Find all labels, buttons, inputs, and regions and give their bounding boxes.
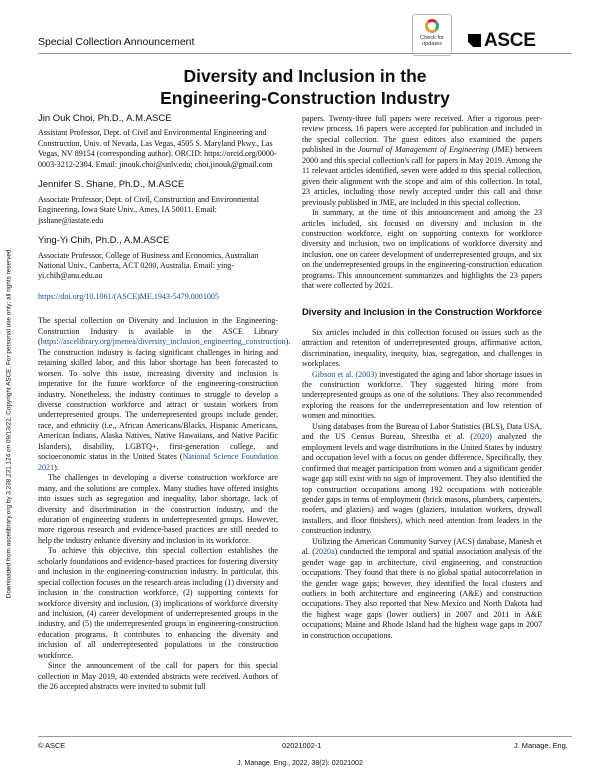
author-affiliation: Assistant Professor, Dept. of Civil and Environmental Engineering and Construction, Univ. of Nevada, Las Vegas, 4505 S. Maryland Pkwy., Las Vegas, NV 89154 (corresponding author). ORCID: https://orcid.org/0000-0003-3212-2304. Email: jinouk.choi@unlv.edu; choi.jinouk@gmail.com xyxy=(38,128,277,169)
footer-journal: J. Manage. Eng. xyxy=(514,741,568,750)
badge-text: Check for updates xyxy=(420,35,444,47)
section-label: Special Collection Announcement xyxy=(38,36,195,48)
body-paragraph: Using databases from the Bureau of Labor Statistics (BLS), Data USA, and the US Census Bureau, Shrestha et al. (2020) analyzed the employment levels and wage distributions in the United States by industry and occupation level with a focus on gender difference. Specifically, they confirmed that meager participation from women and a significant gender wage gap still exist with no sign of improvement. They also identified the top construction occupations among 192 occupations with noticeable gender gaps in terms of employment (brick masons, plumbers, carpenters, roofers, and glaziers) and wages (glaziers, insulation workers, drywall installers, and floor finishers), which need attention from leaders in the construction industry. xyxy=(302,421,542,536)
asce-logo-icon xyxy=(468,34,481,47)
citation-link[interactable]: 2020 xyxy=(473,432,490,442)
author-affiliation: Associate Professor, College of Business and Economics, Australian National Univ., Canberra, ACT 0200, Australia. Email: ying-yi.chih@anu.edu.au xyxy=(38,250,259,281)
footer-citation: J. Manage. Eng., 2022, 38(2): 02021002 xyxy=(237,760,363,767)
paper-title: Diversity and Inclusion in the Engineering-Construction Industry xyxy=(160,66,450,108)
body-paragraph: Since the announcement of the call for papers for this special collection in May 2019, 40 extended abstracts were received. Authors of the 26 accepted abstracts were invited to submit full xyxy=(38,661,278,692)
right-column xyxy=(302,114,542,641)
download-note: Downloaded from ascelibrary.org by 3.238.231.124 on 09/13/22. Copyright ASCE. For personal use only; all rights reserved. xyxy=(5,247,13,599)
footer-divider xyxy=(38,736,572,737)
citation-link[interactable]: 2020a xyxy=(314,547,335,557)
citation-link[interactable]: National Science Foundation 2021 xyxy=(38,452,278,472)
journal-name: Journal of Management of Engineering xyxy=(358,145,489,155)
collection-link[interactable]: https://ascelibrary.org/jmenea/diversity_inclusion_engineering_construction xyxy=(40,337,286,347)
body-paragraph: Six articles included in this collection focused on issues such as the attraction and retention of underrepresented groups, affirmative action, discrimination, inequality, inequity, bias, segregation, and challenges in workplaces. xyxy=(302,327,542,369)
body-paragraph: In summary, at the time of this announcement and among the 23 articles included, six focused on diversity and inclusion in the construction workforce, eight on supporting contexts for workforce diversity and inclusion, two on implications of workforce diversity and inclusion, one on career development of underrepresented groups, and six on the underrepresented groups in the engineering-construction education programs. This announcement summarizes and highlights the 23 papers that were collected by 2021. xyxy=(302,208,542,291)
footer-page-id: 02021002-1 xyxy=(282,741,322,750)
author-name: Jennifer S. Shane, Ph.D., M.ASCE xyxy=(38,179,185,191)
body-paragraph: The special collection on Diversity and Inclusion in the Engineering-Construction Industry is available in the ASCE Library (https://ascelibrary.org/jmenea/diversity_inclusion_engineering_construction). The construction industry is facing significant challenges in hiring and retaining skilled labor, and this labor shortage has been forecasted to worsen. To solve this issue, increasing diversity and inclusion is imperative for the future workforce of the engineering-construction industry. Nonetheless, the industry continues to struggle to develop a diverse construction workforce and attract or sustain workers from underrepresented groups. The underrepresented groups include gender, race, and ethnicity (i.e., African Americans/Blacks, Hispanic Americans, American Indians, Alaska Natives, Native Hawaiians, and Native Pacific Islanders), disability, LGBTQ+, first-generation college, and socioeconomic status in the United States (National Science Foundation 2021). xyxy=(38,316,291,472)
author-name: Ying-Yi Chih, Ph.D., A.M.ASCE xyxy=(38,235,170,247)
section-heading: Diversity and Inclusion in the Construction Workforce xyxy=(302,305,542,317)
footer-copyright: © ASCE xyxy=(38,741,66,750)
doi-link[interactable]: https://doi.org/10.1061/(ASCE)ME.1943-5479.0001005 xyxy=(38,291,219,301)
header-divider xyxy=(38,53,572,54)
body-paragraph: To achieve this objective, this special collection establishes the scholarly foundations and evidence-based practices for fostering diversity and inclusion in the engineering-construction industry. In particular, this special collection focuses on the research areas including (1) diversity and inclusion in the construction workforce, (2) supporting contexts for workforce diversity and inclusion, (3) implications of workforce diversity and inclusion, (4) career development of underrepresented groups in the industry, and (5) the underrepresented groups in engineering-construction education programs. It contributes to enhancing the diversity and inclusion of all underrepresented populations in the construction workforce. xyxy=(38,546,278,660)
body-paragraph: papers. Twenty-three full papers were received. After a rigorous peer-review process, 16 papers were accepted for publication and included in the special collection. The guest editors also examined the papers published in the Journal of Management of Engineering (JME) between 2000 and this special collection's call for papers in May 2019. Among the 11 relevant articles identified, seven were added to this special collection, given their alignment with the scope and aim of this collection. In total, 23 articles, including those newly accepted under this call and those previously published in JME, are included in this special collection. xyxy=(302,114,542,207)
update-icon xyxy=(425,19,439,33)
body-paragraph: Utilizing the American Community Survey (ACS) database, Manesh et al. (2020a) conducted the temporal and spatial association analysis of the gender wage gap in architecture, civil engineering, and construction occupations. They found that there is no global spatial autocorrelation in the gender wage gaps; however, they identified the local clusters and outliers in both architecture and engineering (A&E) and construction occupations. They also reported that New Mexico and North Dakota had the highest wage gaps (lower outliers) in 2007 and 2011 in A&E occupations; Maine and Rhode Island had the highest wage gaps in 2007 in construction occupations. xyxy=(302,536,542,640)
author-name: Jin Ouk Choi, Ph.D., A.M.ASCE xyxy=(38,113,172,124)
asce-logo: ASCE xyxy=(468,30,536,52)
body-paragraph: Gibson et al. (2003) investigated the aging and labor shortage issues in the construction workforce. They suggested hiring more from underrepresented groups as one of the solutions. They also recommended exploring the reasons for the underrepresentation and low retention of women and minorities. xyxy=(302,369,542,421)
author-affiliation: Associate Professor, Dept. of Civil, Construction and Environmental Engineering, Iowa State Univ., Ames, IA 50011. Email: jsshane@iastate.edu xyxy=(38,194,259,225)
left-column xyxy=(38,113,291,693)
check-for-updates-badge[interactable] xyxy=(412,14,452,56)
citation-link[interactable]: Gibson et al. (2003) xyxy=(312,369,377,379)
body-paragraph: The challenges in developing a diverse construction workforce are many, and the solutions are complex. Many studies have offered insights into issues such as segregation and inequality, labor shortage, lack of diversity and discrimination in the construction industry, and the education of engineering students in underrepresented groups. However, more rigorous research and evidence-based practices are still needed to help the industry enhance diversity and inclusion in its workforce. xyxy=(38,473,278,545)
